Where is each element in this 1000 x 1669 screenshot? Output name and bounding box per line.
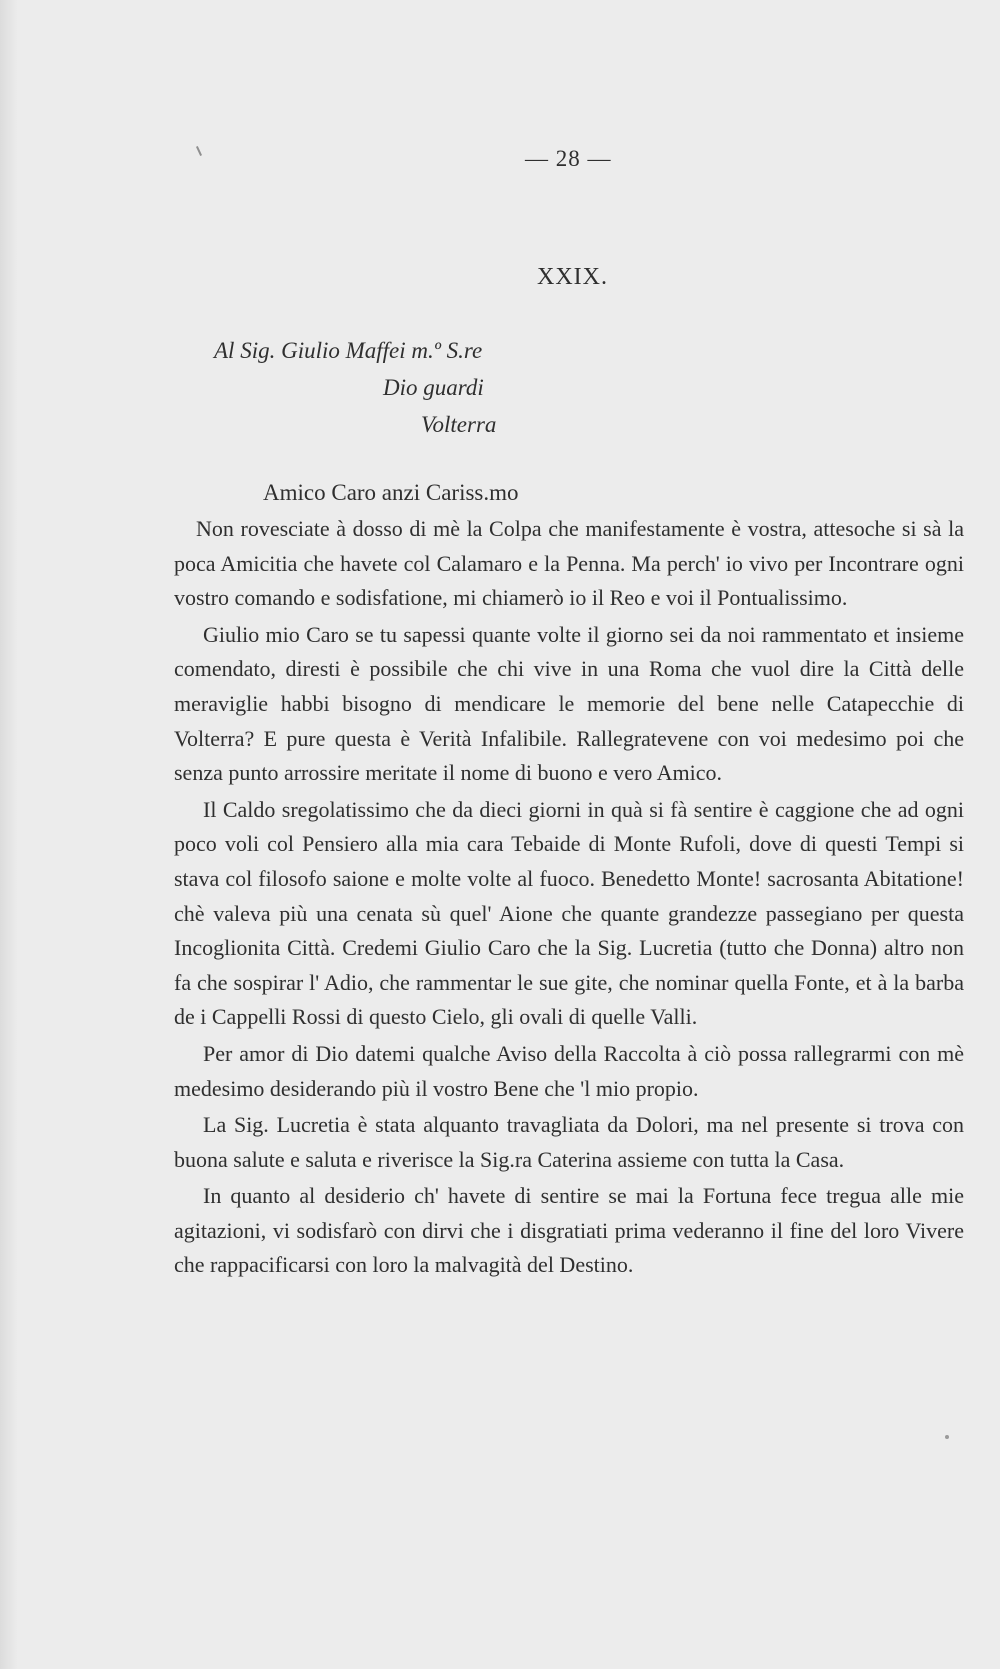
address-city: Volterra — [421, 412, 497, 437]
letter-body — [174, 512, 964, 1285]
ink-speck — [945, 1435, 949, 1439]
paragraph: Per amor di Dio datemi qualche Aviso della Raccolta à ciò possa rallegrarmi con mè medesimo desiderando più il vostro Bene che 'l mio propio. — [174, 1040, 964, 1101]
paragraph: Giulio mio Caro se tu sapessi quante volte il giorno sei da noi rammentato et insieme comendato, diresti è possibile che chi vive in una Roma che vuol dire la Città delle meraviglie habbi bisogno di mendicare le memorie del bene nelle Catapecchie di Volterra? E pure questa è Verità Infalibile. Rallegratevene con voi medesimo poi che senza punto arrossire meritate il nome di buono e vero Amico. — [174, 621, 964, 786]
page-edge-shadow — [0, 0, 18, 1669]
paragraph: La Sig. Lucretia è stata alquanto travagliata da Dolori, ma nel presente si trova con buona salute e saluta e riverisce la Sig.ra Caterina assieme con tutta la Casa. — [174, 1112, 964, 1172]
salutation: Amico Caro anzi Cariss.mo — [263, 480, 519, 505]
paragraph: Non rovesciate à dosso di mè la Colpa che manifestamente è vostra, attesoche si sà la poca Amicitia che havete col Calamaro e la Penna. Ma perch' io vivo per Incontrare ogni vostro comando e sodisfatione, mi chiamerò io il Reo e voi il Pontualissimo. — [174, 516, 964, 611]
address-recipient: Al Sig. Giulio Maffei m.º S.re — [214, 338, 483, 363]
address-blessing: Dio guardi — [383, 375, 484, 400]
page-number: — 28 — — [525, 146, 612, 171]
paragraph: In quanto al desiderio ch' havete di sentire se mai la Fortuna fece tregua alle mie agitazioni, vi sodisfarò con dirvi che i disgratiati prima vederanno il fine del loro Vivere che rappacificarsi con loro la malvagità del Destino. — [174, 1183, 964, 1278]
paragraph: Il Caldo sregolatissimo che da dieci giorni in quà si fà sentire è caggione che ad ogni poco voli col Pensiero alla mia cara Tebaide di Monte Rufoli, dove di questi Tempi si stava col filosofo saione e molte volte al fuoco. Benedetto Monte! sacrosanta Abitatione! chè valeva più una cenata sù quel' Aione che quante grandezze passegiano per questa Incoglionita Città. Credemi Giulio Caro che la Sig. Lucretia (tutto che Donna) altro non fa che sospirar l' Adio, che rammentar le sue gite, che nominar quella Fonte, et à la barba de i Cappelli Rossi di questo Cielo, gli ovali di quelle Valli. — [174, 796, 964, 1030]
letter-number: XXIX. — [537, 264, 608, 290]
paper-mark — [196, 146, 202, 156]
